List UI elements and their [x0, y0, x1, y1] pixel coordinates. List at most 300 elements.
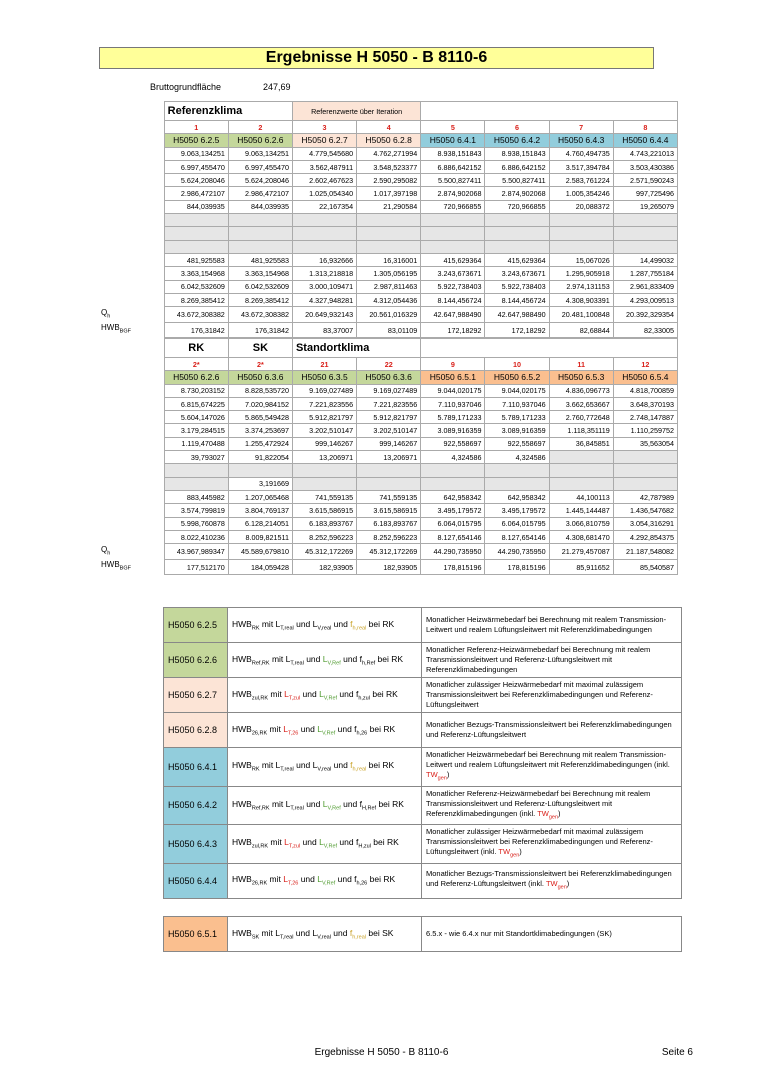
- row-label-text: HWB: [101, 560, 120, 570]
- table-cell: 5.500,827411: [421, 174, 485, 187]
- table-cell: [549, 464, 613, 477]
- table-cell: 8.022,410236: [164, 530, 228, 543]
- fh-term: $f_{h,Ref}$: [359, 653, 376, 667]
- table-cell: 2.874,902068: [485, 187, 549, 200]
- table-cell: 177,512170: [164, 559, 228, 575]
- table-cell: [549, 240, 613, 253]
- table1-heading: Referenzklima: [164, 102, 292, 121]
- table-cell: 45.312,172269: [357, 544, 421, 560]
- lt-sub: T,real: [280, 625, 294, 632]
- table-cell: 844,039935: [228, 200, 292, 213]
- tw-sub: gen: [510, 852, 520, 859]
- table-cell: 922,558697: [485, 437, 549, 450]
- lv-term: $L_{V,Ref}$: [317, 723, 336, 737]
- table-cell: [228, 464, 292, 477]
- table-cell: 178,815196: [485, 559, 549, 575]
- table-cell: [485, 240, 549, 253]
- table-row: [98, 322, 678, 338]
- table-cell: 1.110,259752: [613, 424, 677, 437]
- table-row: [98, 200, 678, 213]
- tw-sub: gen: [557, 884, 567, 891]
- fh-term: $f_{h,26}$: [354, 723, 368, 737]
- table-cell: 481,925583: [164, 253, 228, 266]
- table-cell: 1.255,472924: [228, 437, 292, 450]
- table-cell: 3.517,394784: [549, 160, 613, 173]
- legend-desc-text: Monatlicher Referenz-Heizwärmebedarf bei Berechnung mit realem Transmissionsleitwert und Referenz-Lüftungsleitwert mit Referenzklimabedingungen (inkl.: [426, 788, 651, 818]
- column-number: 21: [292, 358, 356, 371]
- table-cell: [228, 214, 292, 227]
- table-cell: 91,822054: [228, 451, 292, 464]
- hwb-sub: Ref,RK: [251, 805, 270, 812]
- legend-desc-text: Monatlicher zulässiger Heizwärmebedarf mit maximal zulässigem Transmissionsleitwert bei Referenzklimabedingungen und Referenz-Lüftungsleitwert (inkl.: [426, 827, 653, 856]
- table-cell: 3.804,769137: [228, 504, 292, 517]
- table-cell: 5.604,147026: [164, 411, 228, 424]
- fh-sub: h,26: [356, 880, 368, 887]
- table-cell: 6.064,015795: [421, 517, 485, 530]
- column-number: 12: [613, 358, 677, 371]
- legend-description: Monatlicher Heizwärmebedarf bei Berechnung mit realem Transmission-Leitwert und realem Lüftungsleitwert mit Referenzklimabedingungen (inkl. $TW_{gen}$): [422, 748, 682, 787]
- lt-sub: T,real: [290, 805, 304, 812]
- row-label: [98, 293, 164, 306]
- lv-sub: V,Ref: [327, 660, 341, 667]
- table-cell: 2.961,833409: [613, 280, 677, 293]
- legend-table: [163, 607, 682, 899]
- legend-desc-text: Monatlicher Bezugs-Transmissionsleitwert bei Referenzklimabedingungen und Referenz-Lüftungsleitwert: [426, 720, 672, 739]
- lv-sub: V,real: [317, 767, 332, 774]
- table-cell: 4.743,221013: [613, 147, 677, 160]
- column-label: H5050 6.5.2: [485, 371, 549, 384]
- legend-formula: $HWB_{RK}$ mit $L_{T,real}$ und $L_{V,real}$ und $f_{h,real}$ bei RK: [228, 608, 422, 643]
- lt-sub: T,zul: [288, 844, 301, 851]
- table-cell: [549, 227, 613, 240]
- column-number: 3: [292, 121, 356, 134]
- lv-term: $L_{V,Ref}$: [319, 688, 338, 702]
- table-cell: [357, 464, 421, 477]
- table-cell: 15,067026: [549, 253, 613, 266]
- table-row: [98, 517, 678, 530]
- reference-note: Referenzwerte über Iteration: [292, 102, 420, 121]
- footer-page-number: Seite 6: [661, 1047, 693, 1058]
- table-cell: 1.287,755184: [613, 267, 677, 280]
- row-label: [98, 253, 164, 266]
- row-label: [98, 227, 164, 240]
- row-label: [98, 477, 164, 490]
- table-cell: [613, 451, 677, 464]
- tw-sub: gen: [437, 775, 447, 782]
- table-cell: 13,206971: [357, 451, 421, 464]
- table-cell: [421, 240, 485, 253]
- table-cell: 42.647,988490: [485, 307, 549, 323]
- table-cell: 3.000,109471: [292, 280, 356, 293]
- table-cell: 6.997,455470: [164, 160, 228, 173]
- legend-suffix: bei RK: [373, 837, 399, 848]
- table-row: [98, 160, 678, 173]
- row-label: [98, 451, 164, 464]
- table-cell: [485, 477, 549, 490]
- table-cell: 720,966855: [485, 200, 549, 213]
- table2-heading-sk: SK: [228, 339, 292, 358]
- table-cell: 16,932666: [292, 253, 356, 266]
- legend-code: H5050 6.4.1: [164, 748, 228, 787]
- legend-code: H5050 6.5.1: [164, 917, 228, 952]
- column-number: 1: [164, 121, 228, 134]
- table-cell: 2.748,147887: [613, 411, 677, 424]
- table-cell: 4.312,054436: [357, 293, 421, 306]
- row-label: [98, 530, 164, 543]
- fh-term: $f_{h,real}$: [350, 760, 367, 774]
- table-cell: 3.363,154968: [164, 267, 228, 280]
- table-cell: 3.548,523377: [357, 160, 421, 173]
- table-cell: 9.169,027489: [357, 384, 421, 397]
- table-cell: 2.987,811463: [357, 280, 421, 293]
- row-label: [98, 384, 164, 397]
- fh-sub: h,zul: [358, 695, 370, 702]
- table-cell: 7.221,823556: [292, 397, 356, 410]
- row-label: [98, 437, 164, 450]
- column-label: H5050 6.3.5: [292, 371, 356, 384]
- table-cell: [549, 451, 613, 464]
- table-cell: [357, 477, 421, 490]
- legend-desc-text: Monatlicher Heizwärmebedarf bei Berechnung mit realem Transmission-Leitwert und realem Lüftungsleitwert mit Referenzklimabedingungen (inkl.: [426, 750, 670, 769]
- column-label: H5050 6.2.6: [164, 371, 228, 384]
- table-cell: 85,540587: [613, 559, 677, 575]
- table-cell: 83,01109: [357, 322, 421, 338]
- column-label: H5050 6.3.6: [357, 371, 421, 384]
- legend-suffix: bei RK: [368, 760, 395, 771]
- table-cell: 997,725496: [613, 187, 677, 200]
- fh-sub: H,zul: [358, 844, 371, 851]
- legend-code: H5050 6.4.4: [164, 863, 228, 898]
- table-cell: 4.308,681470: [549, 530, 613, 543]
- table-cell: 3.054,316291: [613, 517, 677, 530]
- tw-term: $TW_{gen}$: [498, 847, 520, 859]
- row-label: [98, 147, 164, 160]
- legend-row: [164, 863, 682, 898]
- row-label: [98, 517, 164, 530]
- table-cell: 45.312,172269: [292, 544, 356, 560]
- table-row: [98, 227, 678, 240]
- table-cell: 8.144,456724: [421, 293, 485, 306]
- tw-term: $TW_{gen}$: [545, 878, 567, 891]
- table-cell: 6.128,214051: [228, 517, 292, 530]
- table-cell: [292, 464, 356, 477]
- table-cell: 8.127,654146: [485, 530, 549, 543]
- bgf-label: Bruttogrundfläche: [150, 82, 222, 92]
- row-label-sub: h: [107, 550, 111, 557]
- table-cell: 5.912,821797: [357, 411, 421, 424]
- table-cell: 8.938,151843: [485, 147, 549, 160]
- table-cell: 4.327,948281: [292, 293, 356, 306]
- table-cell: 5.789,171233: [421, 411, 485, 424]
- table-cell: [613, 240, 677, 253]
- table-cell: 2.974,131153: [549, 280, 613, 293]
- table-cell: 3.066,810759: [549, 517, 613, 530]
- fh-sub: h,real: [352, 767, 367, 774]
- table-cell: 172,18292: [485, 322, 549, 338]
- column-number: 9: [421, 358, 485, 371]
- table-cell: 883,445982: [164, 490, 228, 503]
- table-row: [98, 384, 678, 397]
- table-cell: 8.938,151843: [421, 147, 485, 160]
- table-cell: 4.762,271994: [357, 147, 421, 160]
- table-cell: 7.020,984152: [228, 397, 292, 410]
- fh-term: $f_{h,real}$: [350, 618, 367, 632]
- table2-heading-rk: RK: [164, 339, 228, 358]
- table-cell: 2.874,902068: [421, 187, 485, 200]
- table-cell: [485, 227, 549, 240]
- table-cell: 21,290584: [357, 200, 421, 213]
- table-cell: 5.624,208046: [164, 174, 228, 187]
- column-label: H5050 6.3.6: [228, 371, 292, 384]
- hwb-sub: RK: [251, 625, 260, 632]
- lv-term: $L_{V,Ref}$: [319, 837, 338, 851]
- table-cell: 2.986,472107: [164, 187, 228, 200]
- hwb-sub: 26,RK: [251, 730, 268, 737]
- table-cell: 6.042,532609: [228, 280, 292, 293]
- table-row: [98, 240, 678, 253]
- table-cell: 178,815196: [421, 559, 485, 575]
- table-cell: 8.730,203152: [164, 384, 228, 397]
- legend-formula: $HWB_{26,RK}$ mit $L_{T,26}$ und $L_{V,Ref}$ und $f_{h,26}$ bei RK: [228, 863, 422, 898]
- table-cell: [613, 214, 677, 227]
- lt-term: $L_{T,real}$: [285, 798, 304, 812]
- tw-term: $TW_{gen}$: [537, 808, 559, 820]
- legend-table-site-climate: [163, 916, 682, 952]
- legend-suffix: bei RK: [378, 798, 404, 809]
- table-cell: 3,191669: [228, 477, 292, 490]
- table-cell: 1.119,470488: [164, 437, 228, 450]
- table-cell: 844,039935: [164, 200, 228, 213]
- legend-formula: $HWB_{zul,RK}$ mit $L_{T,zul}$ und $L_{V,Ref}$ und $f_{h,zul}$ bei RK: [228, 678, 422, 713]
- row-label-text: Q: [101, 307, 108, 317]
- table-cell: 5.865,549428: [228, 411, 292, 424]
- table-cell: [421, 464, 485, 477]
- table-cell: 172,18292: [421, 322, 485, 338]
- table-cell: 3.495,179572: [485, 504, 549, 517]
- table-cell: 1.118,351119: [549, 424, 613, 437]
- table-row: [98, 504, 678, 517]
- table-cell: 741,559135: [357, 490, 421, 503]
- table-row: [98, 280, 678, 293]
- table-cell: 415,629364: [421, 253, 485, 266]
- hwb-sub: 26,RK: [251, 880, 268, 887]
- legend-row: [164, 678, 682, 713]
- table-cell: 43.967,989347: [164, 544, 228, 560]
- table-cell: 6.183,893767: [292, 517, 356, 530]
- lt-sub: T,real: [280, 767, 294, 774]
- table-cell: 6.886,642152: [485, 160, 549, 173]
- column-number: 4: [357, 121, 421, 134]
- row-label-sub: BGF: [119, 565, 131, 572]
- table-cell: 9.044,020175: [421, 384, 485, 397]
- legend-code: H5050 6.2.6: [164, 643, 228, 678]
- column-number: 10: [485, 358, 549, 371]
- row-label: [98, 559, 164, 575]
- table-cell: 19,265079: [613, 200, 677, 213]
- tw-sub: gen: [548, 814, 559, 820]
- table-cell: 3.243,673671: [421, 267, 485, 280]
- column-number: 7: [549, 121, 613, 134]
- legend-suffix: bei RK: [369, 723, 396, 734]
- footer-title: Ergebnisse H 5050 - B 8110-6: [314, 1047, 449, 1058]
- column-label: H5050 6.2.7: [292, 134, 356, 147]
- column-number: 5: [421, 121, 485, 134]
- table-cell: 44.290,735950: [421, 544, 485, 560]
- table-cell: 4.308,903391: [549, 293, 613, 306]
- table-cell: 999,146267: [357, 437, 421, 450]
- table-cell: 20.481,100848: [549, 307, 613, 323]
- table-cell: 21.187,548082: [613, 544, 677, 560]
- table-cell: 922,558697: [421, 437, 485, 450]
- table-cell: 184,059428: [228, 559, 292, 575]
- table-cell: 9.044,020175: [485, 384, 549, 397]
- row-label: [98, 160, 164, 173]
- table-cell: 7.110,937046: [421, 397, 485, 410]
- table-cell: 2.760,772648: [549, 411, 613, 424]
- table-cell: 5.922,738403: [421, 280, 485, 293]
- table-cell: [421, 477, 485, 490]
- table-cell: 3.363,154968: [228, 267, 292, 280]
- legend-description: 6.5.x - wie 6.4.x nur mit Standortklimabedingungen (SK): [422, 917, 682, 952]
- table-cell: 8.828,535720: [228, 384, 292, 397]
- legend-formula: $HWB_{RK}$ mit $L_{T,real}$ und $L_{V,real}$ und $f_{h,real}$ bei RK: [228, 748, 422, 787]
- legend-formula: $HWB_{26,RK}$ mit $L_{T,26}$ und $L_{V,Ref}$ und $f_{h,26}$ bei RK: [228, 713, 422, 748]
- table-cell: [292, 214, 356, 227]
- row-label: [98, 174, 164, 187]
- legend-row: [164, 608, 682, 643]
- row-label: [98, 504, 164, 517]
- table-row: [98, 253, 678, 266]
- table-cell: 182,93905: [357, 559, 421, 575]
- lv-sub: V,Ref: [321, 880, 336, 887]
- legend-row: [164, 748, 682, 787]
- lt-term: $L_{T,real}$: [275, 618, 294, 632]
- column-number: 22: [357, 358, 421, 371]
- legend-row: [164, 825, 682, 864]
- table-cell: [485, 464, 549, 477]
- legend-description: [422, 643, 682, 678]
- table-cell: 4,324586: [421, 451, 485, 464]
- table-row: [98, 544, 678, 560]
- table-cell: 5.624,208046: [228, 174, 292, 187]
- lv-sub: V,Ref: [321, 730, 336, 737]
- table-cell: [613, 477, 677, 490]
- table-row: [98, 559, 678, 575]
- legend-description: Monatlicher zulässiger Heizwärmebedarf mit maximal zulässigem Transmissionsleitwert bei Referenzklimabedingungen und Referenz-Lüftungsleitwert (inkl. $TW_{gen}$): [422, 825, 682, 864]
- table-cell: 4.292,854375: [613, 530, 677, 543]
- row-label: [98, 214, 164, 227]
- row-label: [98, 280, 164, 293]
- legend-code: H5050 6.2.8: [164, 713, 228, 748]
- row-label-text: HWB: [101, 323, 120, 333]
- legend-description: [422, 713, 682, 748]
- table-cell: 3.615,586915: [292, 504, 356, 517]
- table-cell: 5.789,171233: [485, 411, 549, 424]
- table-cell: 3.495,179572: [421, 504, 485, 517]
- table-cell: 20,088372: [549, 200, 613, 213]
- table-row: [98, 187, 678, 200]
- table-cell: 7.110,937046: [485, 397, 549, 410]
- table-cell: 3.089,916359: [485, 424, 549, 437]
- legend-desc-text: Monatlicher Heizwärmebedarf bei Berechnung mit realem Transmission-Leitwert und realem Lüftungsleitwert mit Referenzklimabedingungen: [426, 615, 667, 634]
- table-cell: 20.561,016329: [357, 307, 421, 323]
- table-cell: [292, 240, 356, 253]
- column-label: H5050 6.4.2: [485, 134, 549, 147]
- table-cell: [164, 214, 228, 227]
- table-cell: 3.574,799819: [164, 504, 228, 517]
- table-cell: 2.583,761224: [549, 174, 613, 187]
- legend-code: H5050 6.2.7: [164, 678, 228, 713]
- table-cell: 8.252,596223: [357, 530, 421, 543]
- table-cell: 4.760,494735: [549, 147, 613, 160]
- table-row: [98, 293, 678, 306]
- table-cell: 2.602,467623: [292, 174, 356, 187]
- legend-code: H5050 6.4.2: [164, 786, 228, 825]
- table-cell: 3.243,673671: [485, 267, 549, 280]
- table-row: [98, 397, 678, 410]
- results-table-reference-climate: [98, 101, 678, 338]
- table-cell: 8.269,385412: [228, 293, 292, 306]
- column-label: H5050 6.4.3: [549, 134, 613, 147]
- table-cell: 8.269,385412: [164, 293, 228, 306]
- table-cell: 3.374,253697: [228, 424, 292, 437]
- column-number: 6: [485, 121, 549, 134]
- lt-term: $L_{T,real}$: [275, 760, 294, 774]
- table-cell: 8.252,596223: [292, 530, 356, 543]
- table-cell: 45.589,679810: [228, 544, 292, 560]
- table-cell: [357, 227, 421, 240]
- page-title: Ergebnisse H 5050 - B 8110-6: [99, 47, 654, 69]
- table-row: [98, 214, 678, 227]
- table-cell: 741,559135: [292, 490, 356, 503]
- legend-desc-text: Monatlicher zulässiger Heizwärmebedarf mit maximal zulässigem Transmissionsleitwert bei Referenzklimabedingungen und Referenz-Lüftungsleitwert: [426, 680, 653, 709]
- legend-suffix: bei RK: [369, 874, 396, 885]
- column-label: H5050 6.2.8: [357, 134, 421, 147]
- legend-formula: $HWB_{Ref,RK}$ mit $L_{T,real}$ und $L_{V,Ref}$ und $f_{H,Ref}$ bei RK: [228, 786, 422, 825]
- bgf-value: 247,69: [263, 82, 291, 92]
- lv-term: $L_{V,Ref}$: [322, 653, 341, 667]
- fh-term: $f_{h,zul}$: [355, 688, 370, 702]
- lt-term: $L_{T,zul}$: [284, 837, 301, 851]
- table-cell: 1.445,144487: [549, 504, 613, 517]
- table-cell: 3.562,487911: [292, 160, 356, 173]
- legend-row: [164, 786, 682, 825]
- legend-code: H5050 6.2.5: [164, 608, 228, 643]
- row-label: [98, 267, 164, 280]
- fh-sub: h,Ref: [362, 660, 376, 667]
- table-cell: 42.647,988490: [421, 307, 485, 323]
- table-cell: 3.503,430386: [613, 160, 677, 173]
- row-label-sub: h: [107, 313, 111, 320]
- row-label: [98, 464, 164, 477]
- table-cell: [613, 464, 677, 477]
- table-cell: 3.089,916359: [421, 424, 485, 437]
- table-row: [98, 174, 678, 187]
- fh-sub: h,26: [356, 730, 368, 737]
- lv-term: $L_{V,real}$: [312, 618, 332, 632]
- row-label: [98, 490, 164, 503]
- table-cell: 16,316001: [357, 253, 421, 266]
- table-cell: 4,324586: [485, 451, 549, 464]
- table-cell: 4.836,096773: [549, 384, 613, 397]
- legend-formula: $HWB_{Ref,RK}$ mit $L_{T,real}$ und $L_{V,Ref}$ und $f_{h,Ref}$ bei RK: [228, 643, 422, 678]
- table-row: [98, 490, 678, 503]
- table-cell: 43.672,308382: [228, 307, 292, 323]
- table-cell: 6.042,532609: [164, 280, 228, 293]
- table-cell: 21.279,457087: [549, 544, 613, 560]
- table-cell: [549, 477, 613, 490]
- legend-row: [164, 643, 682, 678]
